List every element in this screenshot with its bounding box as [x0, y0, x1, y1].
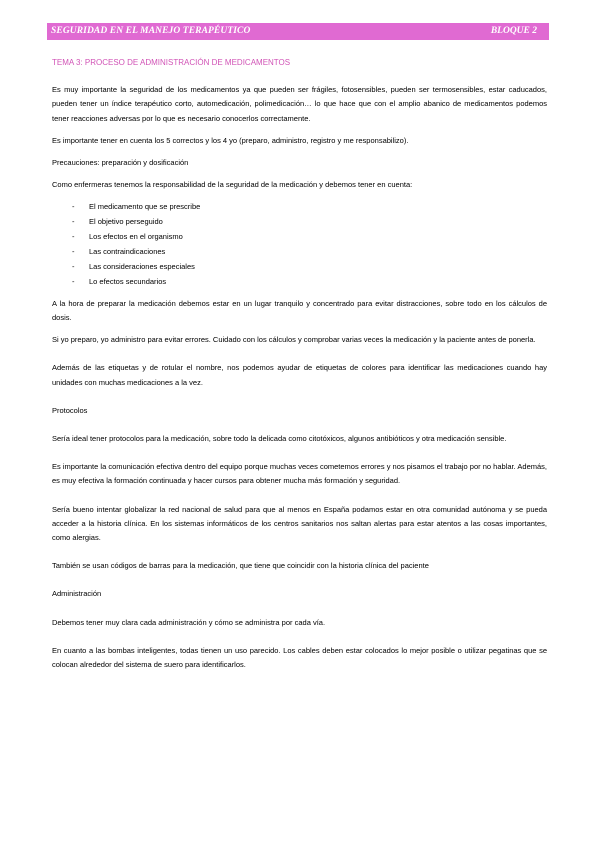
document-body [52, 56, 547, 680]
list-item [52, 245, 547, 260]
bullet-marker: - [72, 261, 75, 271]
bullet-marker: - [72, 217, 75, 227]
list-item [52, 200, 547, 215]
paragraph-etiquetas: Además de las etiquetas y de rotular el nombre, nos podemos ayudar de etiquetas de colores para identificar las medicaciones cuando hay unidades con muchas medicaciones a la vez. [52, 363, 547, 387]
list-item-text: El medicamento que se prescribe [89, 202, 201, 212]
page-header [47, 23, 549, 40]
list-item [52, 260, 547, 275]
bullet-marker: - [72, 232, 75, 242]
paragraph-five-rights: Es importante tener en cuenta los 5 correctos y los 4 yo (preparo, administro, registro y me responsabilizo). [52, 135, 409, 145]
paragraph-red-nacional: Sería bueno intentar globalizar la red nacional de salud para que al menos en España podamos estar en otra comunidad autónoma y se pueda acceder a la historia clínica. En los sistemas informáticos de los centros sanitarios nos saltan alertas para estar atentos a las cosas importantes, como alergias. [52, 504, 547, 542]
list-item-text: Los efectos en el organismo [89, 232, 183, 242]
bullet-list [52, 200, 547, 289]
list-item [52, 275, 547, 290]
bullet-marker: - [72, 247, 75, 257]
heading-protocolos: Protocolos [52, 405, 88, 415]
heading-precauciones: Precauciones: preparación y dosificación [52, 158, 189, 168]
paragraph-intro: Es muy importante la seguridad de los medicamentos ya que pueden ser frágiles, fotosensibles, pueden ser termosensibles, estar caducados, pueden tener un índice terapéutico corto, automedicación, polimedicación… lo que hace que con el amplio abanico de medicamentos podemos tener reacciones adversas por lo que es necesario conocerlos correctamente. [52, 85, 547, 123]
header-block-label: BLOQUE 2 [490, 26, 537, 36]
topic-title: TEMA 3: PROCESO DE ADMINISTRACIÓN DE MEDICAMENTOS [52, 58, 291, 67]
list-item-text: Las contraindicaciones [89, 247, 166, 257]
bullet-marker: - [72, 202, 75, 212]
heading-administracion: Administración [52, 589, 102, 599]
paragraph-comunicacion: Es importante la comunicación efectiva dentro del equipo porque muchas veces cometemos errores y nos pisamos el trabajo por no hablar. Además, es muy efectiva la formación continuada y hacer cursos para obtener mucha más formación y seguridad. [52, 462, 547, 486]
paragraph-preparacion: A la hora de preparar la medicación debemos estar en un lugar tranquilo y concentrado para evitar distracciones, sobre todo en los cálculos de dosis. [52, 298, 547, 322]
paragraph-protocolos: Sería ideal tener protocolos para la medicación, sobre todo la delicada como citotóxicos, algunos antibióticos y otra medicación sensible. [52, 433, 507, 443]
list-item-text: El objetivo perseguido [89, 217, 163, 227]
list-item [52, 215, 547, 230]
list-item [52, 230, 547, 245]
paragraph-yo-preparo: Si yo preparo, yo administro para evitar errores. Cuidado con los cálculos y comprobar varias veces la medicación y la paciente antes de ponerla. [52, 335, 536, 345]
paragraph-codigos-barras: También se usan códigos de barras para la medicación, que tiene que coincidir con la historia clínica del paciente [52, 561, 429, 571]
header-course-title: SEGURIDAD EN EL MANEJO TERAPÉUTICO [51, 26, 251, 36]
list-item-text: Las consideraciones especiales [89, 261, 195, 271]
paragraph-administracion: Debemos tener muy clara cada administración y cómo se administra por cada vía. [52, 617, 326, 627]
bullet-marker: - [72, 276, 75, 286]
paragraph-bombas: En cuanto a las bombas inteligentes, todas tienen un uso parecido. Los cables deben estar colocados lo mejor posible o utilizar pegatinas que se colocan alrededor del sistema de suero para identificarlos. [52, 645, 547, 670]
paragraph-responsabilidad: Como enfermeras tenemos la responsabilidad de la seguridad de la medicación y debemos tener en cuenta: [52, 180, 413, 190]
list-item-text: Lo efectos secundarios [89, 276, 167, 286]
